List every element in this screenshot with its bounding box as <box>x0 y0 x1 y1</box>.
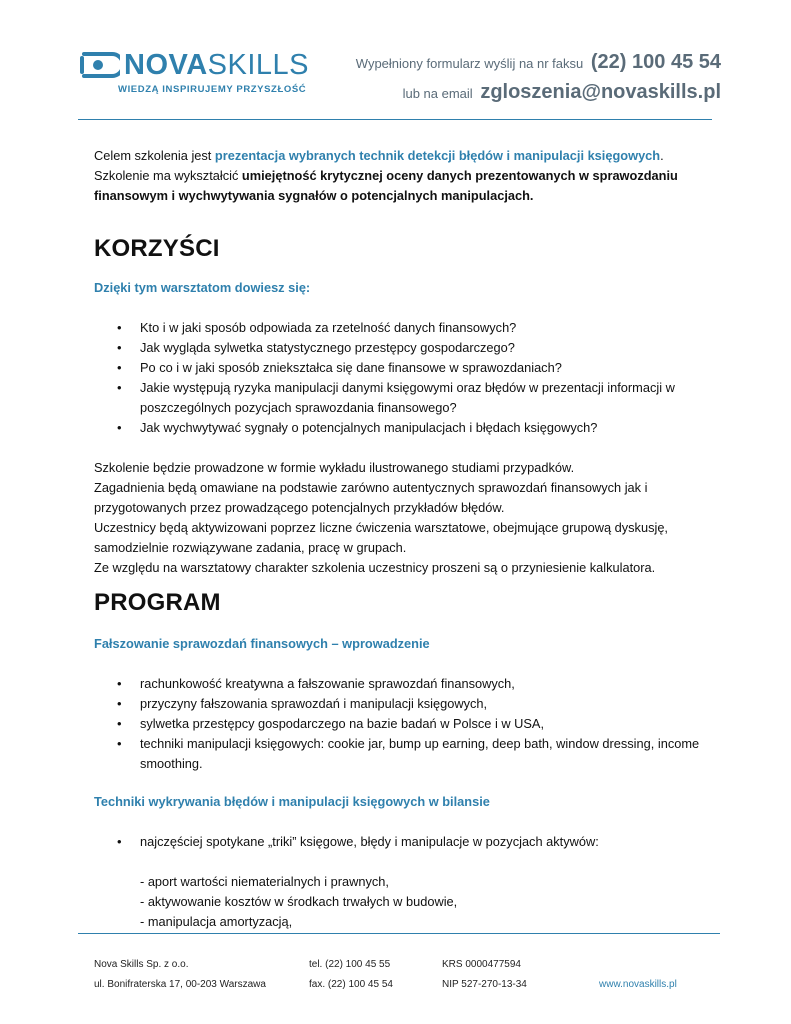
description-paragraph: Szkolenie będzie prowadzone w formie wykładu ilustrowanego studiami przypadków. <box>94 460 575 475</box>
logo-skills-text: SKILLS <box>207 49 309 81</box>
footer-nip: NIP 527-270-13-34 <box>442 979 527 990</box>
header-divider <box>78 119 712 120</box>
benefits-subtitle: Dzięki tym warsztatom dowiesz się: <box>94 280 311 295</box>
main-content <box>94 146 720 932</box>
footer-registry-block <box>442 955 527 995</box>
email-line <box>356 78 721 108</box>
list-item: • sylwetka przestępcy gospodarczego na bazie badań w Polsce i w USA, <box>140 714 720 734</box>
list-item: • Jak wychwytywać sygnały o potencjalnych manipulacjach i błędach księgowych? <box>140 418 720 438</box>
list-item: • Kto i w jaki sposób odpowiada za rzetelność danych finansowych? <box>140 318 720 338</box>
logo-tagline: WIEDZĄ INSPIRUJEMY PRZYSZŁOŚĆ <box>118 84 307 95</box>
module2-list <box>94 832 720 852</box>
list-item: • techniki manipulacji księgowych: cookie jar, bump up earning, deep bath, window dressing, income smoothing. <box>140 734 720 774</box>
logo-nova-text: NOVA <box>124 49 208 81</box>
list-item: • Jakie występują ryzyka manipulacji danymi księgowymi oraz błędów w prezentacji informacji w poszczególnych pozycjach sprawozdania finansowego? <box>140 378 720 418</box>
email-label: lub na email <box>402 86 473 101</box>
intro-part1: Celem szkolenia jest <box>94 148 215 163</box>
footer-divider <box>78 933 720 934</box>
intro-paragraph <box>94 146 720 206</box>
description-paragraph: Ze względu na warsztatowy charakter szkolenia uczestnicy proszeni są o przyniesienie kalkulatora. <box>94 560 656 575</box>
list-item: • najczęściej spotykane „triki” księgowe, błędy i manipulacje w pozycjach aktywów: <box>140 832 720 852</box>
eye-logo-icon <box>78 50 120 80</box>
footer-address: ul. Bonifraterska 17, 00-203 Warszawa <box>94 979 266 990</box>
footer-website-link[interactable]: www.novaskills.pl <box>599 979 677 990</box>
benefits-list <box>94 318 720 438</box>
list-item: • rachunkowość kreatywna a fałszowanie sprawozdań finansowych, <box>140 674 720 694</box>
program-heading: PROGRAM <box>94 589 221 616</box>
benefits-description <box>94 458 720 578</box>
benefits-heading: KORZYŚCI <box>94 235 220 262</box>
description-paragraph: Uczestnicy będą aktywizowani poprzez liczne ćwiczenia warsztatowe, obejmujące grupową dyskusję, samodzielnie rozwiązywane zadania, pracę w grupach. <box>94 520 668 555</box>
sublist-item: - aktywowanie kosztów w środkach trwałych w budowie, <box>140 894 458 909</box>
contact-info <box>356 48 721 108</box>
intro-accent: prezentacja wybranych technik detekcji błędów i manipulacji księgowych <box>214 148 661 163</box>
intro-part2: . Szkolenie ma wykształcić <box>94 148 664 183</box>
list-item: • Po co i w jaki sposób zniekształca się dane finansowe w sprawozdaniach? <box>140 358 720 378</box>
description-paragraph: Zagadnienia będą omawiane na podstawie zarówno autentycznych sprawozdań finansowych jak i przygotowanych przez prowadzącego potencjalnych przykładów błędów. <box>94 480 648 515</box>
list-item: • Jak wygląda sylwetka statystycznego przestępcy gospodarczego? <box>140 338 720 358</box>
list-item: • przyczyny fałszowania sprawozdań i manipulacji księgowych, <box>140 694 720 714</box>
fax-label: Wypełniony formularz wyślij na nr faksu <box>355 56 584 71</box>
footer-company: Nova Skills Sp. z o.o. <box>94 959 189 970</box>
logo <box>78 46 318 100</box>
module1-title: Fałszowanie sprawozdań finansowych – wprowadzenie <box>94 636 430 651</box>
module2-title: Techniki wykrywania błędów i manipulacji księgowych w bilansie <box>94 794 490 809</box>
sublist-item: - aport wartości niematerialnych i prawnych, <box>140 874 389 889</box>
fax-number: (22) 100 45 54 <box>590 51 721 73</box>
footer-company-block <box>94 955 266 995</box>
footer-tel: tel. (22) 100 45 55 <box>309 959 391 970</box>
sublist-item: - manipulacja amortyzacją, <box>140 914 293 929</box>
footer-fax: fax. (22) 100 45 54 <box>309 979 393 990</box>
fax-line <box>356 48 721 78</box>
footer-krs: KRS 0000477594 <box>442 959 521 970</box>
module2-sublist <box>94 872 720 932</box>
footer-phone-block <box>309 955 393 995</box>
email-link[interactable]: zgloszenia@novaskills.pl <box>480 81 721 103</box>
intro-strong: umiejętność krytycznej oceny danych prezentowanych w sprawozdaniu finansowym i wychwytywania sygnałów o potencjalnych manipulacjach. <box>94 168 678 203</box>
module1-list <box>94 674 720 774</box>
logo-row <box>78 46 318 84</box>
